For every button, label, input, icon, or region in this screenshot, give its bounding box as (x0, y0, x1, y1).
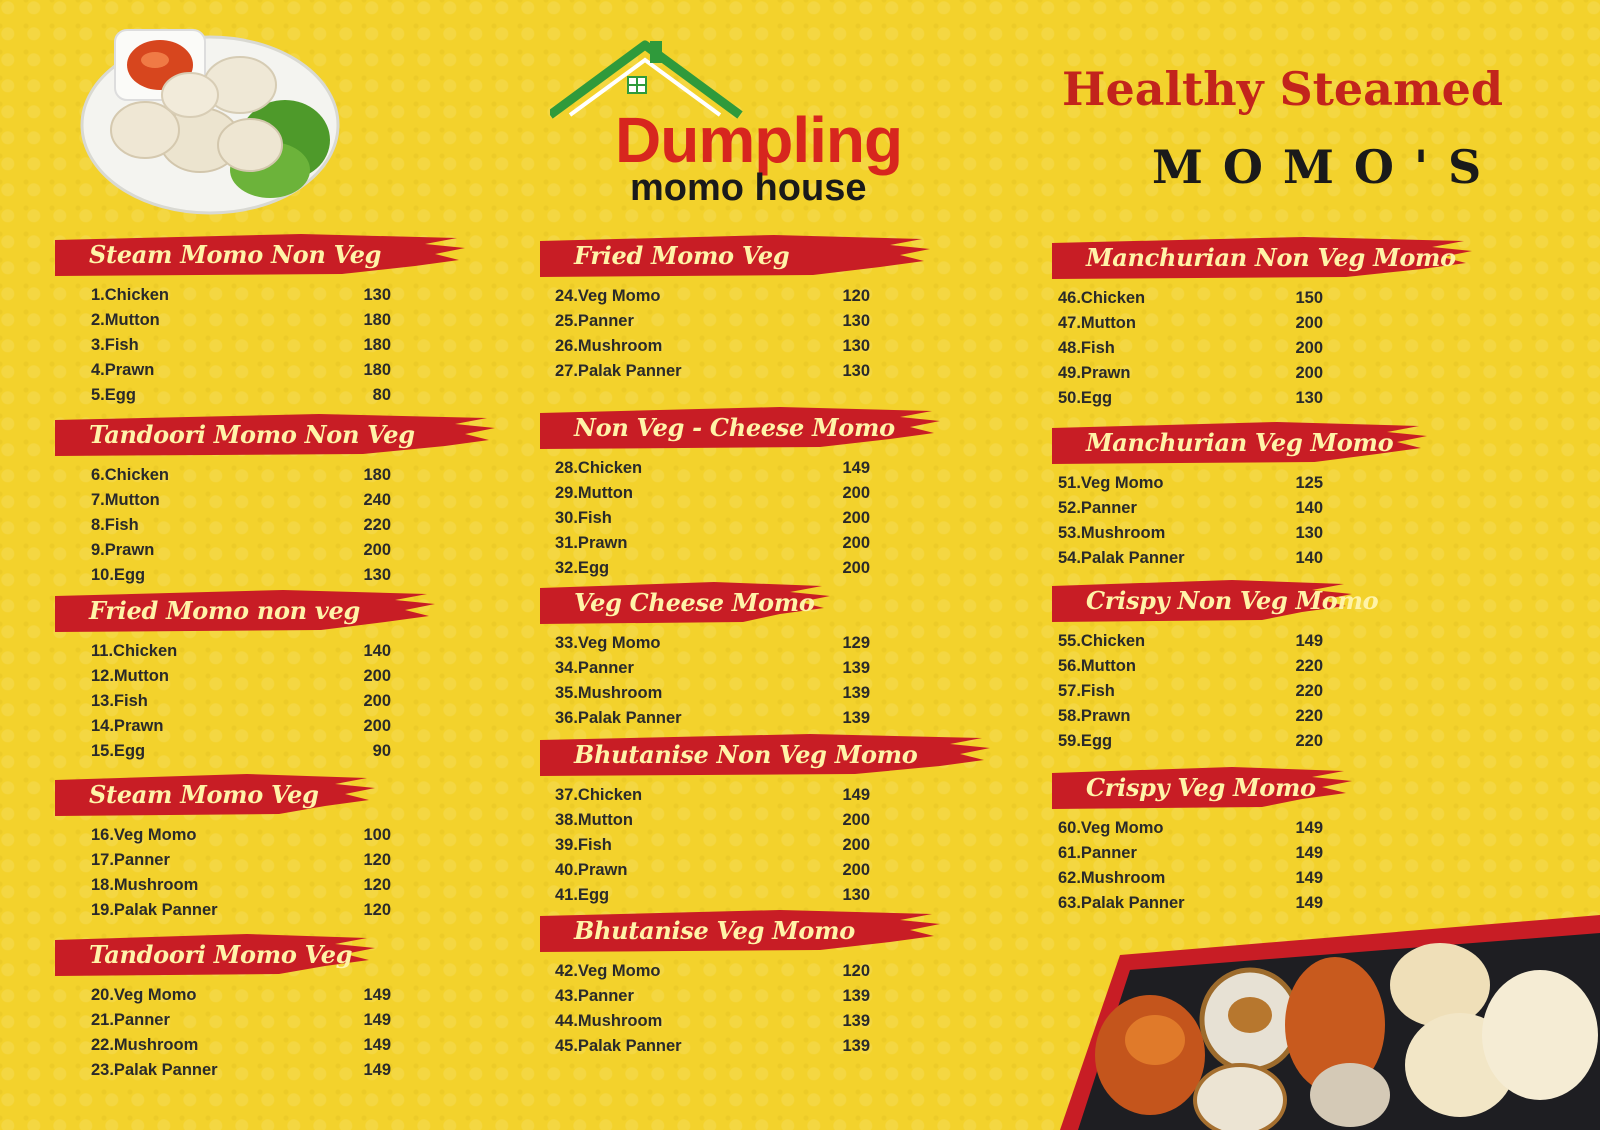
item-name: 25.Panner (555, 312, 634, 330)
section-title: Manchurian Veg Momo (1086, 428, 1394, 457)
menu-item-list (1058, 819, 1352, 919)
item-name: 5.Egg (91, 386, 136, 404)
menu-item (91, 642, 435, 667)
fried-momos-image (1060, 915, 1600, 1130)
item-name: 11.Chicken (91, 642, 178, 660)
menu-item (1058, 632, 1352, 657)
menu-item (555, 684, 870, 709)
item-price: 149 (842, 459, 870, 477)
menu-item (91, 1061, 391, 1086)
item-name: 20.Veg Momo (91, 986, 197, 1004)
menu-item (91, 516, 495, 541)
section-title: Bhutanise Veg Momo (574, 916, 855, 945)
section-title: Non Veg - Cheese Momo (574, 413, 895, 442)
section-title: Crispy Non Veg Momo (1086, 586, 1379, 615)
item-price: 120 (363, 876, 391, 894)
item-name: 16.Veg Momo (91, 826, 197, 844)
momo-plate-image (75, 20, 345, 220)
item-price: 130 (363, 566, 391, 584)
section-banner (1052, 578, 1379, 624)
item-price: 139 (842, 1037, 870, 1055)
menu-item (1058, 389, 1472, 414)
item-price: 220 (1295, 707, 1323, 725)
item-price: 180 (363, 311, 391, 329)
menu-item (1058, 499, 1427, 524)
section-title: Manchurian Non Veg Momo (1086, 243, 1456, 272)
item-name: 22.Mushroom (91, 1036, 199, 1054)
menu-item (555, 1012, 940, 1037)
item-price: 120 (363, 901, 391, 919)
item-price: 149 (363, 1061, 391, 1079)
menu-item (91, 491, 495, 516)
menu-section (1052, 765, 1352, 919)
logo-word-dumpling: Dumpling (615, 104, 903, 176)
item-name: 42.Veg Momo (555, 962, 661, 980)
item-name: 46.Chicken (1058, 289, 1146, 307)
item-price: 200 (1295, 364, 1323, 382)
section-title: Crispy Veg Momo (1086, 773, 1316, 802)
menu-section (55, 932, 391, 1086)
item-price: 140 (1295, 549, 1323, 567)
menu-item (1058, 364, 1472, 389)
menu-item (555, 509, 940, 534)
section-banner (55, 932, 375, 978)
menu-item (555, 811, 990, 836)
item-price: 200 (842, 559, 870, 577)
menu-item (555, 337, 930, 362)
section-banner (55, 588, 435, 634)
item-name: 13.Fish (91, 692, 148, 710)
item-name: 29.Mutton (555, 484, 633, 502)
menu-item (1058, 682, 1352, 707)
menu-item-list (555, 634, 870, 734)
item-name: 35.Mushroom (555, 684, 663, 702)
item-name: 47.Mutton (1058, 314, 1136, 332)
item-name: 60.Veg Momo (1058, 819, 1164, 837)
item-name: 2.Mutton (91, 311, 160, 329)
menu-section (1052, 235, 1472, 414)
item-name: 51.Veg Momo (1058, 474, 1164, 492)
item-price: 220 (1295, 682, 1323, 700)
item-price: 120 (842, 962, 870, 980)
section-title: Veg Cheese Momo (574, 588, 815, 617)
item-name: 48.Fish (1058, 339, 1115, 357)
item-price: 139 (842, 684, 870, 702)
item-price: 130 (842, 312, 870, 330)
item-name: 28.Chicken (555, 459, 643, 477)
item-price: 130 (1295, 524, 1323, 542)
menu-section (540, 732, 990, 911)
item-price: 149 (1295, 894, 1323, 912)
item-price: 200 (842, 811, 870, 829)
item-name: 21.Panner (91, 1011, 170, 1029)
item-price: 200 (363, 667, 391, 685)
item-price: 200 (842, 509, 870, 527)
section-banner (1052, 235, 1472, 281)
item-price: 130 (842, 886, 870, 904)
menu-item (555, 861, 990, 886)
menu-section (540, 580, 870, 734)
menu-item (91, 717, 435, 742)
section-banner (55, 412, 495, 458)
item-price: 149 (1295, 819, 1323, 837)
menu-item (91, 692, 435, 717)
item-price: 220 (1295, 657, 1323, 675)
menu-item (1058, 289, 1472, 314)
menu-item (91, 1011, 391, 1036)
item-name: 24.Veg Momo (555, 287, 661, 305)
menu-item (1058, 474, 1427, 499)
menu-item-list (1058, 289, 1472, 414)
menu-item (91, 986, 391, 1011)
section-banner (540, 908, 940, 954)
item-name: 33.Veg Momo (555, 634, 661, 652)
item-price: 140 (363, 642, 391, 660)
item-price: 200 (1295, 339, 1323, 357)
item-name: 49.Prawn (1058, 364, 1131, 382)
item-name: 40.Prawn (555, 861, 628, 879)
item-name: 12.Mutton (91, 667, 169, 685)
item-price: 220 (1295, 732, 1323, 750)
section-banner (55, 232, 465, 278)
menu-section (55, 772, 391, 926)
menu-item (1058, 732, 1352, 757)
menu-item (91, 901, 391, 926)
item-name: 7.Mutton (91, 491, 160, 509)
item-name: 9.Prawn (91, 541, 155, 559)
item-price: 129 (842, 634, 870, 652)
item-name: 30.Fish (555, 509, 612, 527)
menu-item (91, 286, 465, 311)
menu-item (1058, 869, 1352, 894)
item-price: 125 (1295, 474, 1323, 492)
item-price: 130 (1295, 389, 1323, 407)
item-name: 63.Palak Panner (1058, 894, 1185, 912)
menu-item (555, 987, 940, 1012)
item-name: 34.Panner (555, 659, 634, 677)
menu-section (55, 412, 495, 591)
item-name: 57.Fish (1058, 682, 1115, 700)
menu-item (91, 1036, 391, 1061)
menu-item-list (91, 642, 435, 767)
item-name: 59.Egg (1058, 732, 1113, 750)
item-price: 120 (363, 851, 391, 869)
menu-item (555, 634, 870, 659)
section-banner (55, 772, 375, 818)
section-title: Fried Momo non veg (89, 596, 360, 625)
item-name: 52.Panner (1058, 499, 1137, 517)
item-price: 149 (363, 1036, 391, 1054)
menu-item (91, 851, 391, 876)
item-price: 200 (363, 692, 391, 710)
item-name: 38.Mutton (555, 811, 633, 829)
item-price: 200 (842, 836, 870, 854)
item-price: 139 (842, 659, 870, 677)
menu-item (555, 312, 930, 337)
item-name: 18.Mushroom (91, 876, 199, 894)
menu-item (1058, 844, 1352, 869)
item-name: 45.Palak Panner (555, 1037, 682, 1055)
menu-item (555, 459, 940, 484)
section-banner (540, 405, 940, 451)
menu-section (55, 232, 465, 411)
item-price: 139 (842, 987, 870, 1005)
item-name: 14.Prawn (91, 717, 164, 735)
item-name: 58.Prawn (1058, 707, 1131, 725)
menu-item-list (555, 786, 990, 911)
section-banner (1052, 765, 1352, 811)
item-name: 15.Egg (91, 742, 146, 760)
menu-item (91, 466, 495, 491)
item-name: 56.Mutton (1058, 657, 1136, 675)
item-price: 200 (363, 717, 391, 735)
menu-item (1058, 707, 1352, 732)
item-name: 26.Mushroom (555, 337, 663, 355)
menu-item-list (555, 962, 940, 1062)
item-price: 149 (1295, 869, 1323, 887)
menu-item (555, 659, 870, 684)
item-price: 140 (1295, 499, 1323, 517)
item-name: 62.Mushroom (1058, 869, 1166, 887)
menu-item-list (555, 287, 930, 387)
section-title: Steam Momo Non Veg (89, 240, 382, 269)
item-name: 32.Egg (555, 559, 610, 577)
section-title: Bhutanise Non Veg Momo (574, 740, 918, 769)
item-price: 80 (372, 386, 391, 404)
menu-item (91, 876, 391, 901)
menu-item (91, 336, 465, 361)
menu-item (555, 534, 940, 559)
section-banner (540, 233, 930, 279)
item-price: 149 (363, 986, 391, 1004)
menu-item-list (1058, 474, 1427, 574)
item-price: 149 (363, 1011, 391, 1029)
item-price: 90 (372, 742, 391, 760)
menu-section (540, 233, 930, 387)
item-price: 200 (1295, 314, 1323, 332)
item-name: 55.Chicken (1058, 632, 1146, 650)
item-price: 130 (842, 337, 870, 355)
menu-item (555, 287, 930, 312)
menu-section (1052, 578, 1379, 757)
menu-section (55, 588, 435, 767)
menu-item (555, 1037, 940, 1062)
menu-item (555, 962, 940, 987)
item-price: 149 (1295, 844, 1323, 862)
item-price: 100 (363, 826, 391, 844)
item-price: 180 (363, 466, 391, 484)
section-title: Steam Momo Veg (89, 780, 319, 809)
item-name: 8.Fish (91, 516, 139, 534)
item-price: 150 (1295, 289, 1323, 307)
menu-item (91, 826, 391, 851)
item-price: 130 (842, 362, 870, 380)
item-name: 54.Palak Panner (1058, 549, 1185, 567)
menu-section (1052, 420, 1427, 574)
menu-item-list (555, 459, 940, 584)
section-title: Fried Momo Veg (574, 241, 790, 270)
item-price: 139 (842, 1012, 870, 1030)
item-name: 44.Mushroom (555, 1012, 663, 1030)
menu-item (555, 836, 990, 861)
headline-healthy-steamed: Healthy Steamed (1062, 62, 1504, 116)
menu-item (555, 786, 990, 811)
section-banner (540, 732, 990, 778)
menu-item (91, 386, 465, 411)
section-banner (540, 580, 830, 626)
item-name: 6.Chicken (91, 466, 169, 484)
item-name: 27.Palak Panner (555, 362, 682, 380)
item-name: 37.Chicken (555, 786, 643, 804)
item-name: 4.Prawn (91, 361, 155, 379)
item-price: 200 (842, 484, 870, 502)
menu-item (555, 362, 930, 387)
menu-item-list (91, 986, 391, 1086)
item-price: 220 (363, 516, 391, 534)
item-name: 10.Egg (91, 566, 146, 584)
menu-section (540, 908, 940, 1062)
menu-item (1058, 819, 1352, 844)
item-price: 180 (363, 361, 391, 379)
menu-item (555, 709, 870, 734)
item-price: 200 (842, 534, 870, 552)
item-name: 31.Prawn (555, 534, 628, 552)
menu-item (1058, 314, 1472, 339)
section-title: Tandoori Momo Non Veg (89, 420, 415, 449)
section-banner (1052, 420, 1427, 466)
section-title: Tandoori Momo Veg (89, 940, 353, 969)
item-price: 149 (842, 786, 870, 804)
menu-item-list (91, 826, 391, 926)
item-name: 61.Panner (1058, 844, 1137, 862)
item-price: 240 (363, 491, 391, 509)
menu-item (1058, 549, 1427, 574)
menu-item-list (91, 286, 465, 411)
menu-item (555, 484, 940, 509)
brand-logo (550, 35, 990, 215)
item-name: 50.Egg (1058, 389, 1113, 407)
item-price: 200 (842, 861, 870, 879)
item-name: 19.Palak Panner (91, 901, 218, 919)
item-price: 120 (842, 287, 870, 305)
item-price: 180 (363, 336, 391, 354)
menu-item (91, 742, 435, 767)
menu-item (91, 361, 465, 386)
item-price: 130 (363, 286, 391, 304)
menu-item (1058, 524, 1427, 549)
menu-item-list (91, 466, 495, 591)
item-name: 36.Palak Panner (555, 709, 682, 727)
menu-item (91, 311, 465, 336)
item-price: 200 (363, 541, 391, 559)
logo-word-momo-house: momo house (630, 167, 867, 209)
item-name: 43.Panner (555, 987, 634, 1005)
menu-item-list (1058, 632, 1352, 757)
menu-section (540, 405, 940, 584)
item-price: 149 (1295, 632, 1323, 650)
menu-item (91, 667, 435, 692)
headline-momos: MOMO'S (1152, 140, 1502, 194)
menu-item (91, 541, 495, 566)
item-name: 3.Fish (91, 336, 139, 354)
item-name: 23.Palak Panner (91, 1061, 218, 1079)
item-name: 17.Panner (91, 851, 170, 869)
item-name: 53.Mushroom (1058, 524, 1166, 542)
item-name: 41.Egg (555, 886, 610, 904)
item-name: 1.Chicken (91, 286, 169, 304)
menu-item (1058, 339, 1472, 364)
item-name: 39.Fish (555, 836, 612, 854)
menu-item (1058, 657, 1352, 682)
item-price: 139 (842, 709, 870, 727)
